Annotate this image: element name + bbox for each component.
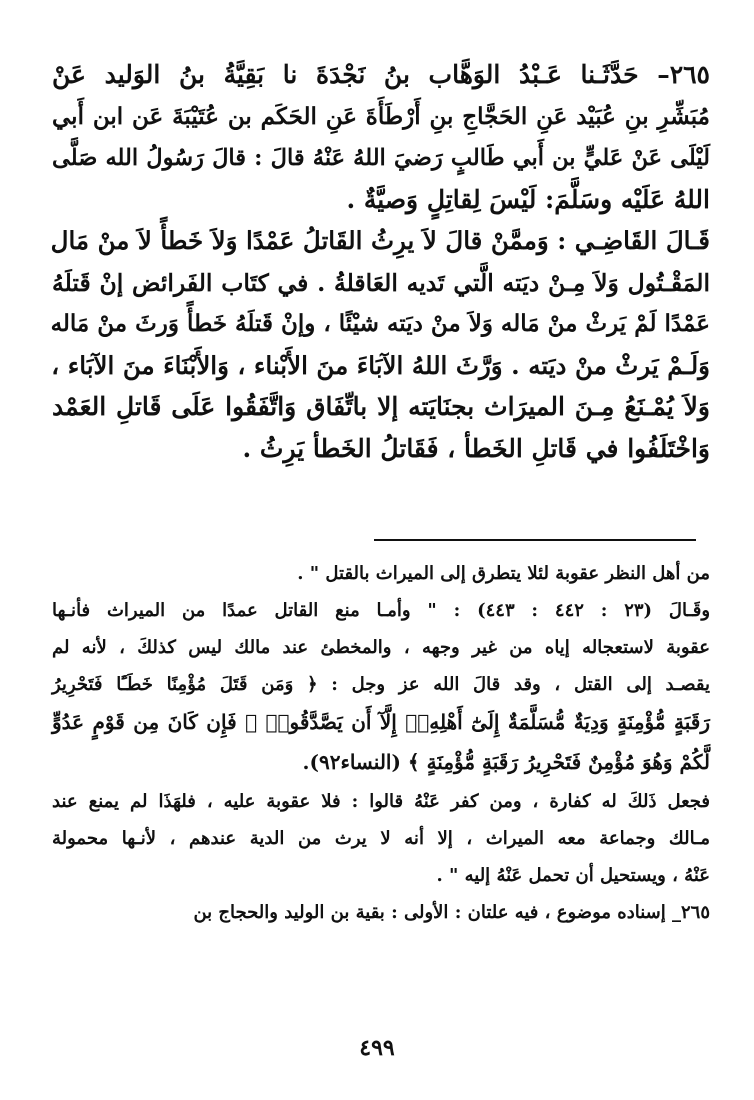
footnote-line: ٢٦٥_ إسناده موضوع ، فيه علتان : الأولى : بقية بن الوليد والحجاج بن [193, 902, 710, 923]
footnote-line: يقصـد إلى القتل ، وقد قالَ الله عز وجل : ﴿ وَمَن قَتَلَ مُؤْمِنًا خَطَـًٔا فَتَحْرِيرُ [52, 674, 710, 695]
footnote-separator [374, 539, 696, 541]
page-number: ٤٩٩ [359, 1035, 395, 1061]
commentary-line: وَلاَ يُمْـنَعُ مِـنَ الميرَاث بجنَايَته إلا باتِّفَاق وَاتَّفَقُوا عَلَى قَاتلِ العَمْد [52, 392, 710, 421]
footnote-line: من أهل النظر عقوبة لئلا يتطرق إلى الميراث بالقتل " . [297, 563, 710, 584]
hadith-line: اللهُ عَلَيْه وسَلَّمَ: لَيْسَ لِقاتِلٍ وَصيَّةٌ . [346, 184, 710, 214]
commentary-line: قَـالَ القَاضِـي : وَممَّنْ قالَ لاَ يرِثُ القَاتلُ عَمْدًا وَلاَ خَطأً لاَ منْ مَال [50, 226, 710, 255]
hadith-line: لَيْلَى عَنْ عَليٍّ بن أَبي طَالبٍ رَضيَ اللهُ عَنْهُ قالَ : قالَ رَسُولُ الله صَلَّى [52, 145, 710, 171]
footnote-line: فجعل ذَلكَ له كفارة ، ومن كفر عَنْهُ قالوا : فلا عقوبة عليه ، فلهَذَا لم يمنع عند [52, 791, 710, 812]
quran-verse-line: لَّكُمْ وَهُوَ مُؤْمِنٌ فَتَحْرِيرُ رَقَبَةٍ مُّؤْمِنَةٍ ﴾ (النساء٩٢). [302, 750, 710, 774]
commentary-line: وَاخْتَلَفُوا في قَاتلِ الخَطأ ، فَقَاتلُ الخَطأ يَرِثُ . [242, 433, 710, 463]
footnote-line: وقَـالَ (٢٣ : ٤٤٢ : ٤٤٣) : " وأمـا منع القاتل عمدًا من الميراث فأنـها [52, 600, 711, 621]
quran-verse-line: رَقَبَةٍ مُّؤْمِنَةٍ وَدِيَةٌ مُّسَلَّمَةٌ إِلَىٰٓ أَهْلِهِۦٓ إِلَّآ أَن يَصَّدَّقُوا۟ ۚ فَإِن كَانَ مِن قَوْمٍ عَدُوٍّ [52, 710, 710, 734]
commentary-line: وَلَـمْ يَرثْ منْ ديَته . وَرَّثَ اللهُ الآبَاءَ منَ الأَبْناء ، وَالأَبْنَاءَ منَ الآبَاء ، [51, 350, 710, 380]
commentary-line: المَقْـتُول وَلاَ مِـنْ ديَته الَّتي تَديه العَاقلةُ . في كتَاب الفَرائض إنْ قَتلَهُ [52, 268, 710, 297]
commentary-line: عَمْدًا لَمْ يَرثْ منْ مَاله وَلاَ منْ ديَته شيْئًا ، وإنْ قَتلَهُ خَطأً وَرثَ منْ مَاله [50, 310, 710, 337]
footnote-line: مـالك وجماعة معه الميراث ، إلا أنه لا يرث من الدية عندهم ، لأنـها محمولة [52, 828, 710, 849]
hadith-line: ٢٦٥– حَدَّثَـنا عَـبْدُ الوَهَّاب بنُ نَجْدَةَ نا بَقِيَّةُ بنُ الوَليد عَنْ [52, 60, 710, 89]
hadith-text [52, 56, 710, 471]
footnotes [52, 559, 710, 935]
footnote-line: عقوبة لاستعجاله إياه من غير وجهه ، والمخطئ عند مالك ليس كذلكَ ، لأنه لم [52, 637, 710, 658]
hadith-line: مُبَشِّرِ بنِ عُبَيْد عَنِ الحَجَّاجِ بنِ أَرْطَأَةَ عَنِ الحَكَم بن عُتَيْبَةَ عَن ابن أَبي [52, 102, 710, 130]
footnote-line: عَنْهُ ، ويستحيل أن تحمل عَنْهُ إليه " . [436, 865, 710, 886]
